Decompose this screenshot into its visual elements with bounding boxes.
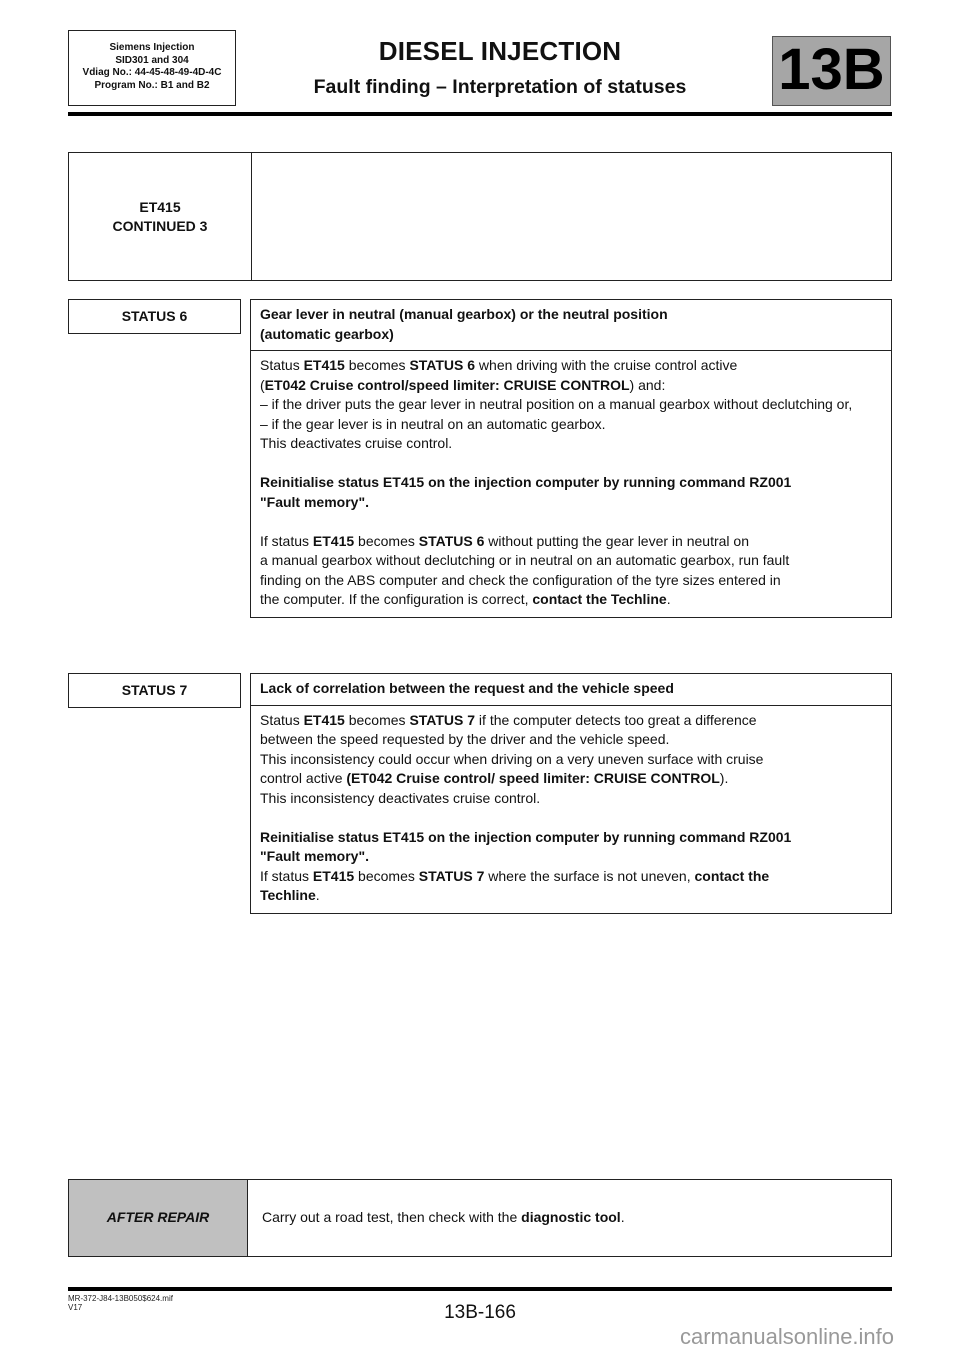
status7-body <box>251 706 891 913</box>
heading-line: Gear lever in neutral (manual gearbox) or the neutral position <box>260 306 668 322</box>
footer-divider <box>68 1287 892 1291</box>
paragraph: This deactivates cruise control. <box>260 435 453 451</box>
paragraph: If status ET415 becomes STATUS 6 without putting the gear lever in neutral on <box>260 532 749 549</box>
status6-box <box>250 299 892 618</box>
et415-continued-box <box>68 152 892 281</box>
status6-heading <box>251 300 891 351</box>
paragraph: a manual gearbox without declutching or in neutral on an automatic gearbox, run fault <box>260 552 790 568</box>
paragraph: finding on the ABS computer and check the configuration of the tyre sizes entered in <box>260 571 781 588</box>
page-subtitle: Fault finding – Interpretation of statuses <box>313 76 687 98</box>
paragraph: Status ET415 becomes STATUS 6 when driving with the cruise control active <box>260 357 738 373</box>
watermark: carmanualsonline.info <box>680 1324 895 1349</box>
document-info-box <box>68 30 236 106</box>
ref-version: V17 <box>68 1303 83 1312</box>
info-line: Vdiag No.: 44-45-48-49-4D-4C <box>82 67 222 78</box>
status7-box <box>250 673 892 914</box>
after-repair-text: Carry out a road test, then check with the diagnostic tool. <box>262 1209 625 1225</box>
after-repair-label: AFTER REPAIR <box>69 1180 248 1256</box>
reinit-instruction: Reinitialise status ET415 on the injection computer by running command RZ001 <box>260 474 792 490</box>
et415-label-cell <box>69 153 252 280</box>
paragraph: control active (ET042 Cruise control/ speed limiter: CRUISE CONTROL). <box>260 770 729 786</box>
status6-label: STATUS 6 <box>68 299 241 334</box>
status7-heading: Lack of correlation between the request and the vehicle speed <box>251 674 891 706</box>
after-repair-box <box>68 1179 892 1257</box>
header-divider <box>68 112 892 116</box>
document-reference <box>68 1294 173 1312</box>
paragraph: If status ET415 becomes STATUS 7 where the surface is not uneven, contact the <box>260 867 770 884</box>
page-title: DIESEL INJECTION <box>378 36 622 66</box>
paragraph: the computer. If the configuration is correct, contact the Techline. <box>260 591 671 607</box>
page-number: 13B-166 <box>444 1302 516 1323</box>
paragraph: Techline. <box>260 887 320 903</box>
bullet-item: – if the driver puts the gear lever in neutral position on a manual gearbox without declutching or, <box>260 396 853 412</box>
paragraph: between the speed requested by the driver and the vehicle speed. <box>260 731 670 747</box>
info-line: Siemens Injection <box>109 42 195 53</box>
paragraph: This inconsistency deactivates cruise control. <box>260 789 541 806</box>
bullet-item: – if the gear lever is in neutral on an automatic gearbox. <box>260 415 606 432</box>
reinit-instruction: "Fault memory". <box>260 848 369 864</box>
et-continued: CONTINUED 3 <box>112 218 208 234</box>
paragraph: (ET042 Cruise control/speed limiter: CRUISE CONTROL) and: <box>260 376 666 393</box>
et-code: ET415 <box>139 199 181 215</box>
reinit-instruction: Reinitialise status ET415 on the injection computer by running command RZ001 <box>260 828 792 845</box>
reinit-instruction: "Fault memory". <box>260 493 369 510</box>
paragraph: This inconsistency could occur when driving on a very uneven surface with cruise <box>260 750 764 767</box>
status7-label: STATUS 7 <box>68 673 241 708</box>
info-line: SID301 and 304 <box>115 54 189 66</box>
section-code-badge: 13B <box>772 36 891 106</box>
status6-body <box>251 351 891 617</box>
ref-file: MR-372-J84-13B050$624.mif <box>68 1294 173 1303</box>
info-line: Program No.: B1 and B2 <box>94 79 210 91</box>
heading-line: (automatic gearbox) <box>260 325 394 342</box>
paragraph: Status ET415 becomes STATUS 7 if the computer detects too great a difference <box>260 711 757 728</box>
